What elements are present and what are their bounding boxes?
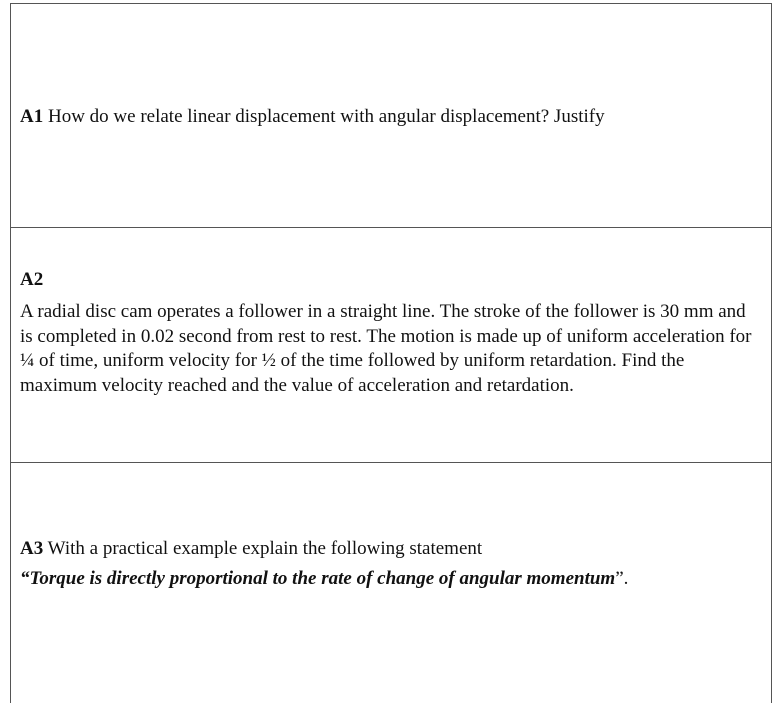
question-a2-id: A2 xyxy=(20,269,44,290)
question-cell-a3 xyxy=(11,463,771,704)
question-a3-statement xyxy=(20,567,761,592)
question-a3-quote-end: ”. xyxy=(615,568,629,589)
question-cell-a2 xyxy=(11,228,771,463)
question-a3 xyxy=(20,537,761,562)
question-a1-text: How do we relate linear displacement with angular displacement? Justify xyxy=(47,106,605,127)
question-a1 xyxy=(20,105,761,130)
question-a1-id: A1 xyxy=(20,106,44,127)
question-a2-text: A radial disc cam operates a follower in a straight line. The stroke of the follower is 30 mm and is completed in 0.02 second from rest to rest. The motion is made up of uniform acceleration for ¼ of time, uniform velocity for ½ of the time followed by uniform retardation. Find the maximum velocity reached and the value of acceleration and retardation. xyxy=(20,301,752,396)
question-cell-a1 xyxy=(11,4,771,228)
question-a2-label xyxy=(20,268,761,293)
question-a3-quote: “Torque is directly proportional to the rate of change of angular momentum xyxy=(20,568,616,589)
question-a3-id: A3 xyxy=(20,538,44,559)
question-a3-text: With a practical example explain the following statement xyxy=(47,538,483,559)
questions-table xyxy=(10,3,772,703)
